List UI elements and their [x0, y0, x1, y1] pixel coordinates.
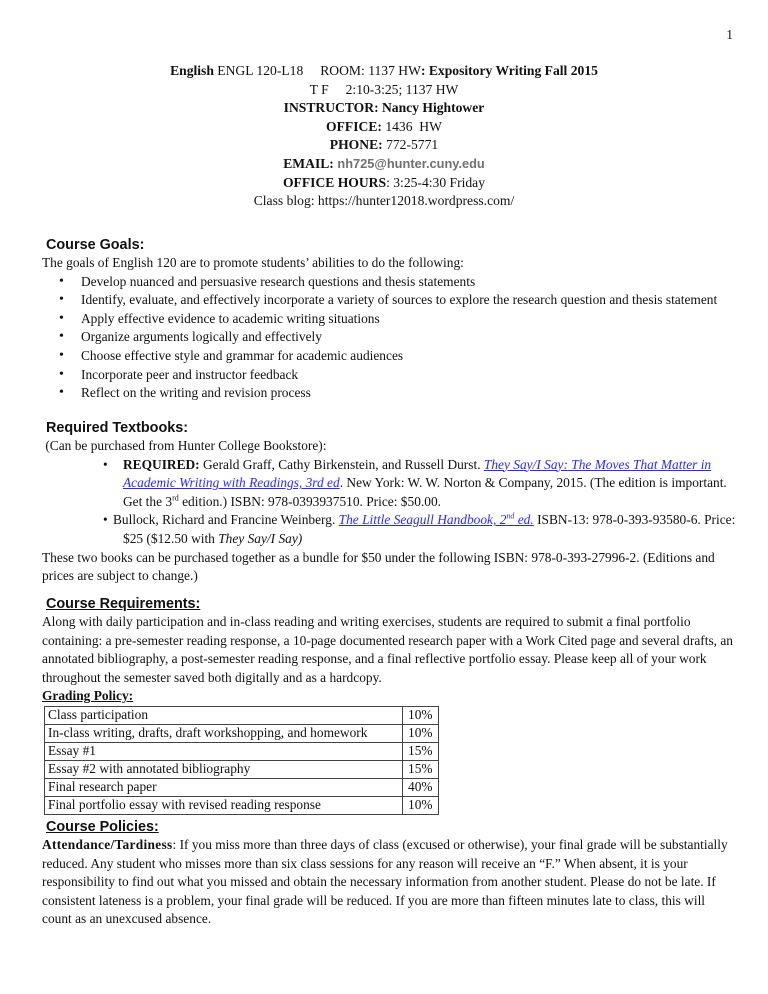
attendance-policy	[42, 836, 736, 929]
requirements-section	[42, 595, 736, 815]
course-goals-intro: The goals of English 120 are to promote students’ abilities to do the following:	[42, 255, 464, 270]
grading-policy-label: Grading Policy:	[42, 688, 134, 704]
book1-title-link[interactable]: They Say/I Say: The Moves That Matter in Academic Writing with Readings, 3rd ed	[123, 456, 712, 491]
table-row	[45, 760, 439, 778]
office-hours-line	[0, 174, 768, 193]
book1-authors: Gerald Graff, Cathy Birkenstein, and Russell Durst.	[199, 456, 484, 472]
attendance-body: : If you miss more than three days of class (excused or otherwise), your final grade will be substantially reduced. Any student who misses more than six class sessions for any reason will receive an “F.” When absent, it is your responsibility to find out what you missed and obtain the necessary information from another student. Please do not be late. If consistent lateness is a problem, your final grade will be reduced. If you are more than fifteen minutes late to class, this will count as an unexcused absence.	[42, 837, 728, 927]
grading-item: Essay #2 with annotated bibliography	[45, 760, 403, 778]
goal-item: • Incorporate peer and instructor feedback	[46, 366, 736, 385]
email-link[interactable]: nh725@hunter.cuny.edu	[333, 155, 485, 171]
book2-title-end: ed.	[514, 512, 534, 528]
book1-edition-sup: rd	[172, 493, 179, 503]
grading-weight: 15%	[403, 760, 439, 778]
page-number: 1	[726, 27, 733, 42]
grading-item: Essay #1	[45, 742, 403, 760]
grading-weight: 10%	[403, 706, 439, 724]
bullet-icon: •	[103, 512, 108, 528]
subject-label: English	[170, 63, 214, 78]
grading-item: Class participation	[45, 706, 403, 724]
email-line	[0, 155, 768, 174]
office-label: OFFICE:	[326, 118, 382, 134]
textbook-list	[46, 456, 736, 549]
policies-heading: Course Policies:	[46, 819, 159, 835]
table-row	[45, 778, 439, 796]
grading-table	[44, 706, 439, 815]
book2-title: The Little Seagull Handbook, 2	[338, 512, 507, 528]
attendance-label: Attendance/Tardiness	[42, 837, 173, 852]
grading-policy-heading	[42, 687, 736, 706]
office-value: 1436 HW	[381, 118, 442, 134]
required-label: REQUIRED:	[123, 456, 200, 472]
policies-section	[42, 818, 736, 929]
course-title: : Expository Writing Fall 2015	[420, 63, 598, 78]
book2-details-italic: They Say/I Say)	[218, 530, 303, 546]
goal-item: • Apply effective evidence to academic writing situations	[46, 310, 736, 329]
phone-label: PHONE:	[329, 137, 383, 153]
phone-value: 772-5771	[382, 137, 439, 153]
goals-list	[46, 273, 736, 403]
table-row	[45, 796, 439, 814]
phone-line	[0, 136, 768, 155]
book2-edition-sup: nd	[506, 511, 515, 521]
book1-details-end: edition.) ISBN: 978-0393937510. Price: $50.00.	[178, 493, 441, 509]
course-goals-section	[42, 236, 736, 403]
book1-details: . New York: W. W. Norton & Company, 2015. (The edition is important. Get the 3	[123, 475, 727, 509]
grading-item: Final portfolio essay with revised reading response	[45, 796, 403, 814]
course-title-line	[0, 62, 768, 81]
course-goals-heading: Course Goals:	[46, 237, 145, 253]
grading-weight: 10%	[403, 796, 439, 814]
class-blog: Class blog: https://hunter12018.wordpress.com/	[253, 193, 515, 209]
grading-item: Final research paper	[45, 778, 403, 796]
textbook-item-1	[46, 456, 736, 512]
office-line	[0, 118, 768, 137]
book2-title-link[interactable]	[339, 512, 534, 527]
office-hours-label: OFFICE HOURS	[282, 174, 387, 190]
goal-item: • Choose effective style and grammar for academic audiences	[46, 347, 736, 366]
textbooks-intro: (Can be purchased from Hunter College Bookstore):	[42, 438, 327, 453]
table-row	[45, 724, 439, 742]
table-row	[45, 742, 439, 760]
grading-item: In-class writing, drafts, draft workshopping, and homework	[45, 724, 403, 742]
textbooks-section	[42, 419, 736, 586]
textbooks-heading: Required Textbooks:	[46, 420, 189, 436]
email-label: EMAIL:	[283, 155, 334, 171]
grading-weight: 40%	[403, 778, 439, 796]
goal-item: • Reflect on the writing and revision process	[46, 384, 736, 403]
office-hours-value: : 3:25-4:30 Friday	[386, 174, 486, 190]
textbook-item-2	[46, 511, 736, 548]
book2-details: ISBN-13: 978-0-393-93580-6. Price: $25 ($12.50 with	[123, 512, 736, 546]
goal-item: • Develop nuanced and persuasive research questions and thesis statements	[46, 273, 736, 292]
grading-weight: 15%	[403, 742, 439, 760]
instructor: INSTRUCTOR: Nancy Hightower	[283, 100, 485, 116]
course-header	[0, 62, 768, 211]
course-code-room: ENGL 120-L18 ROOM: 1137 HW	[213, 63, 421, 78]
requirements-body: Along with daily participation and in-class reading and writing exercises, students are required to submit a final portfolio containing: a pre-semester reading response, a 10-page documented research paper with a Work Cited page and several drafts, an annotated bibliography, a post-semester reading response, and a final reflective portfolio essay. Please keep all of your work throughout the semester saved both digitally and as a hardcopy.	[42, 614, 733, 685]
grading-weight: 10%	[403, 724, 439, 742]
schedule: T F 2:10-3:25; 1137 HW	[309, 81, 459, 97]
goal-item: • Organize arguments logically and effectively	[46, 328, 736, 347]
goal-item: • Identify, evaluate, and effectively incorporate a variety of sources to explore the research question and thesis statement	[46, 291, 736, 310]
requirements-heading: Course Requirements:	[46, 596, 201, 612]
table-row	[45, 706, 439, 724]
book2-authors: Bullock, Richard and Francine Weinberg.	[113, 512, 339, 528]
bundle-note: These two books can be purchased together as a bundle for $50 under the following ISBN: 978-0-393-27996-2. (Editions and prices are subject to change.)	[42, 549, 715, 584]
